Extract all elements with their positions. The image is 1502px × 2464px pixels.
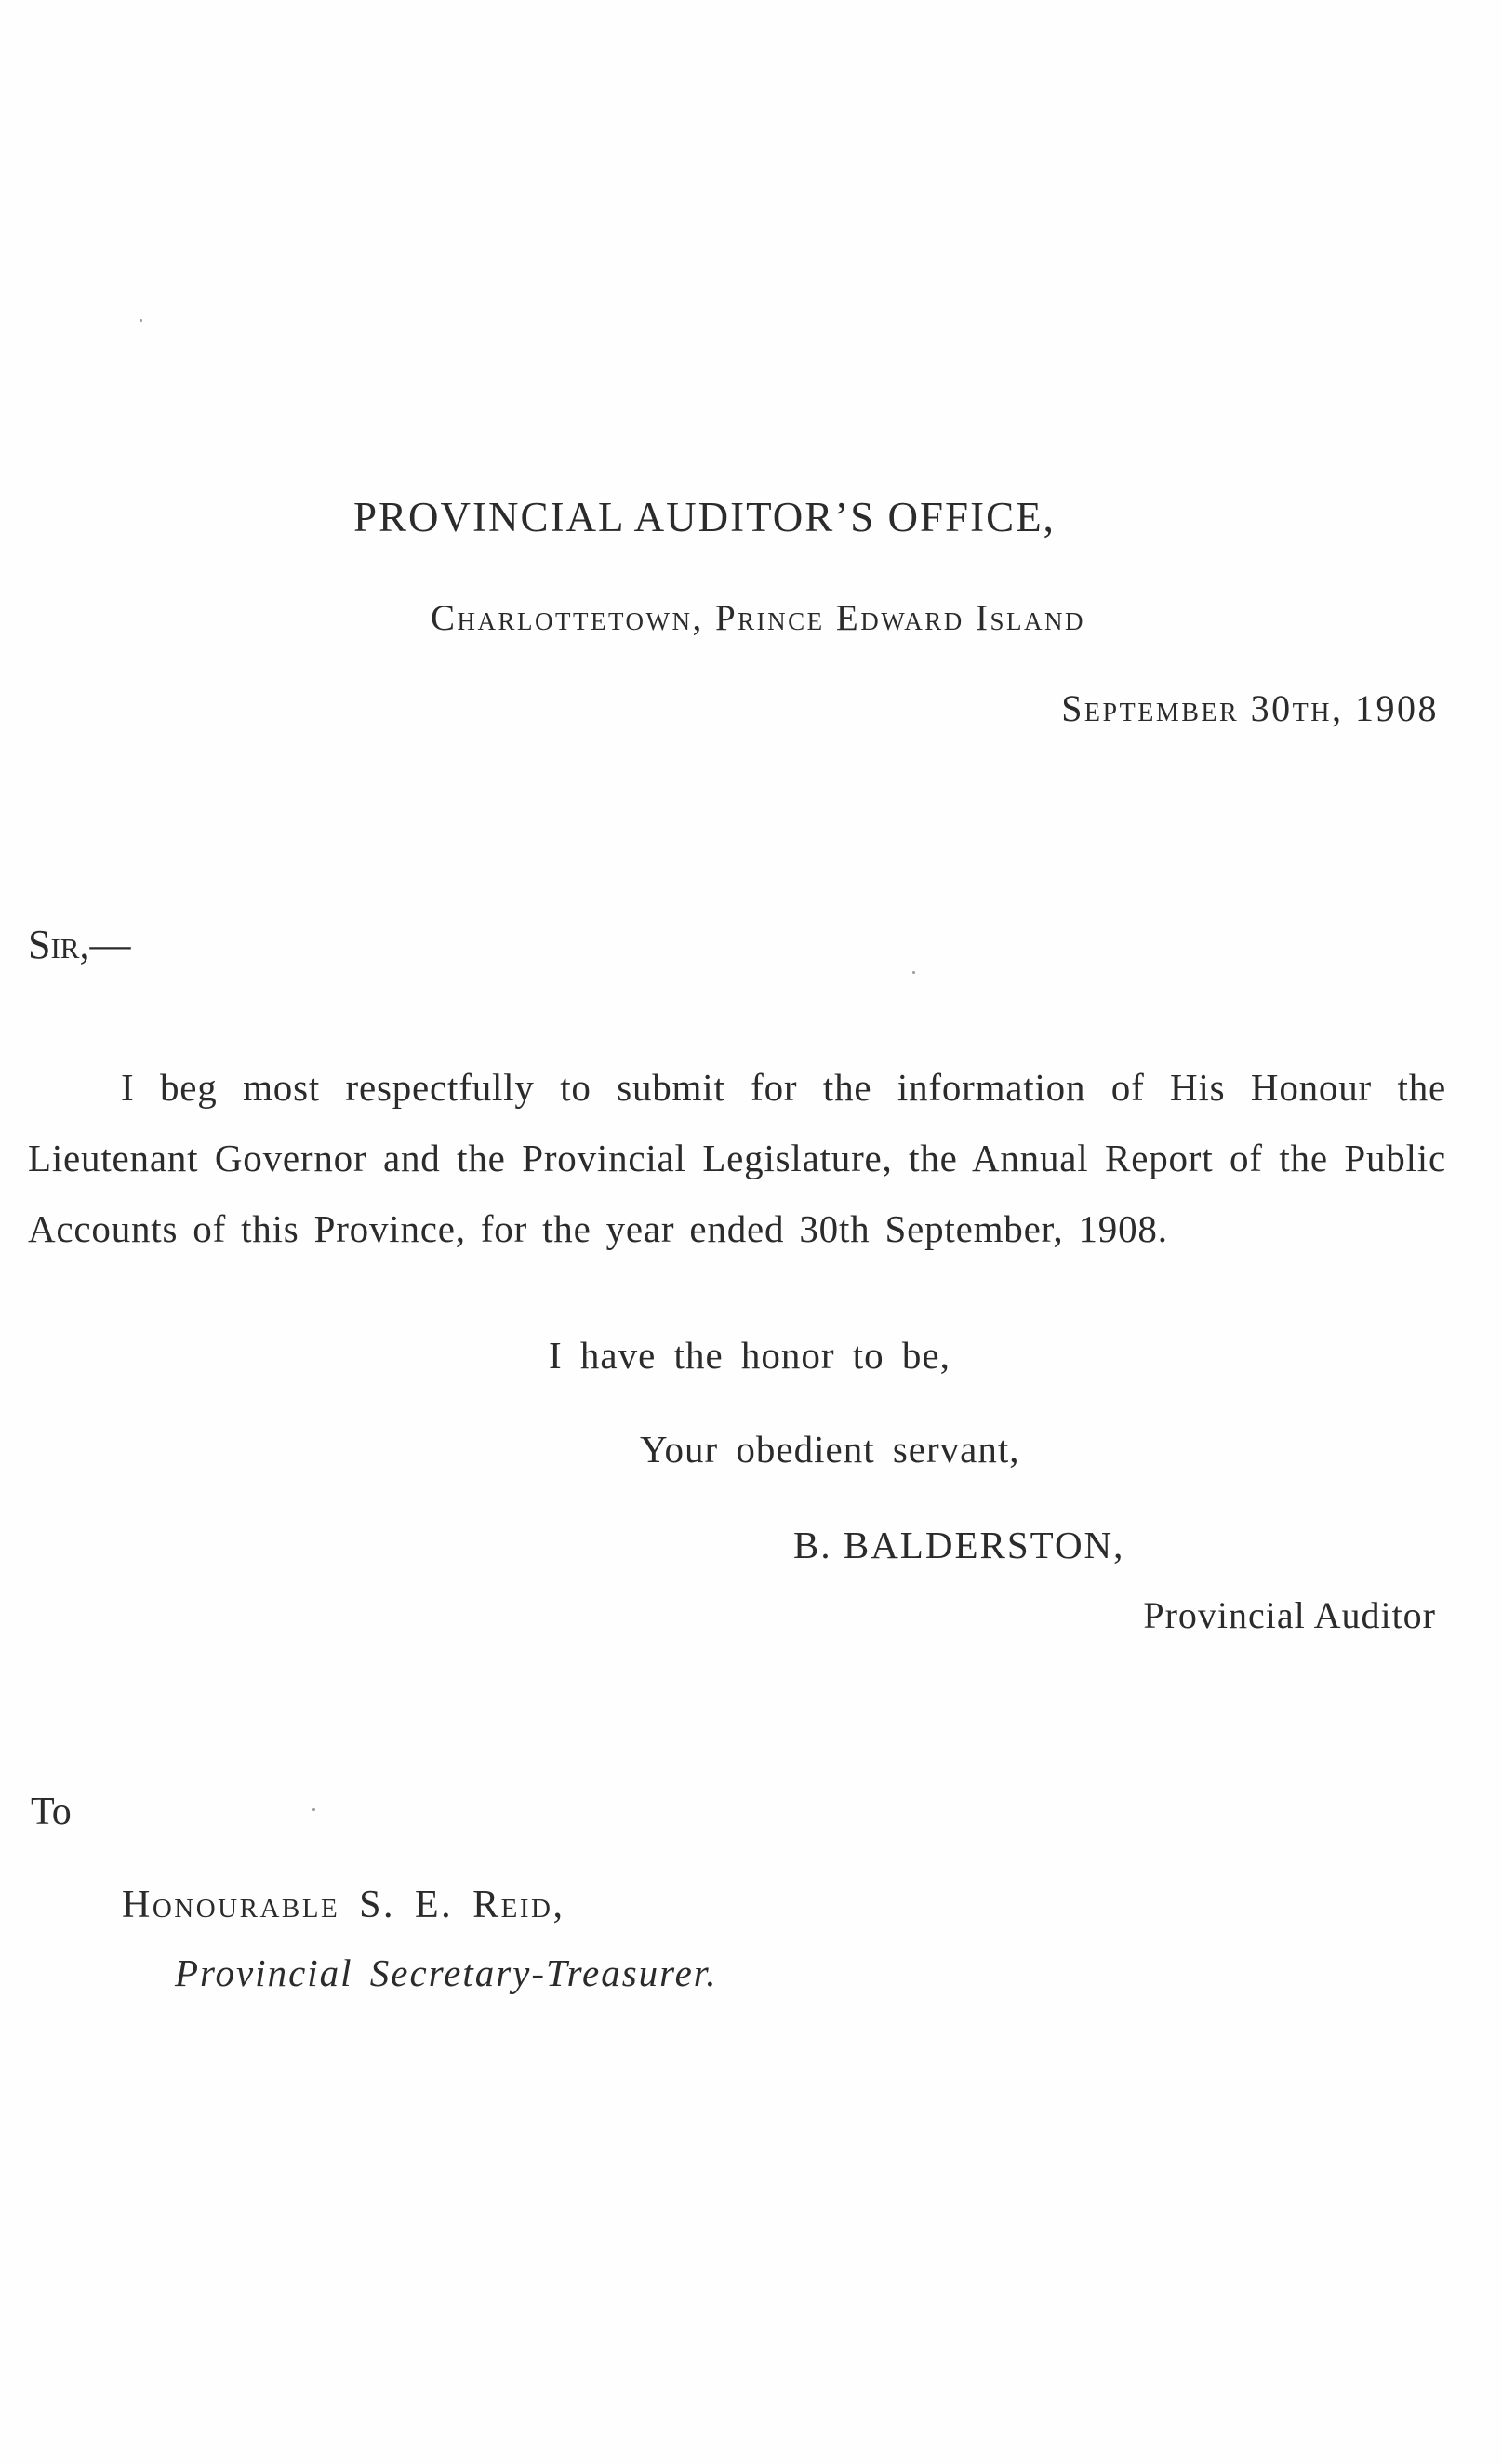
signature-name: B. BALDERSTON, (793, 1524, 1125, 1566)
letter-body: I beg most respectfully to submit for the information of His Honour the Lieutenant Governor and the Provincial Legislature, the Annual Report of the Public Accounts of this Province, for the year ended 30th September, 1908. (28, 1066, 1446, 1250)
recipient-name: Honourable S. E. Reid, (122, 1884, 565, 1926)
recipient-title: Provincial Secretary-Treasurer. (175, 1951, 718, 1994)
paper-speck (140, 319, 142, 322)
salutation: Sir,— (28, 922, 131, 967)
paper-speck (912, 971, 915, 974)
office-heading: PROVINCIAL AUDITOR’S OFFICE, (353, 494, 1056, 540)
to-label: To (31, 1791, 72, 1833)
valediction-line: Your obedient servant, (640, 1428, 1020, 1471)
date-line: September 30th, 1908 (1061, 687, 1439, 729)
closing-line: I have the honor to be, (549, 1334, 950, 1377)
signatory-title: Provincial Auditor (1143, 1594, 1436, 1636)
place-line: Charlottetown, Prince Edward Island (431, 598, 1085, 638)
paper-speck (312, 1808, 315, 1811)
